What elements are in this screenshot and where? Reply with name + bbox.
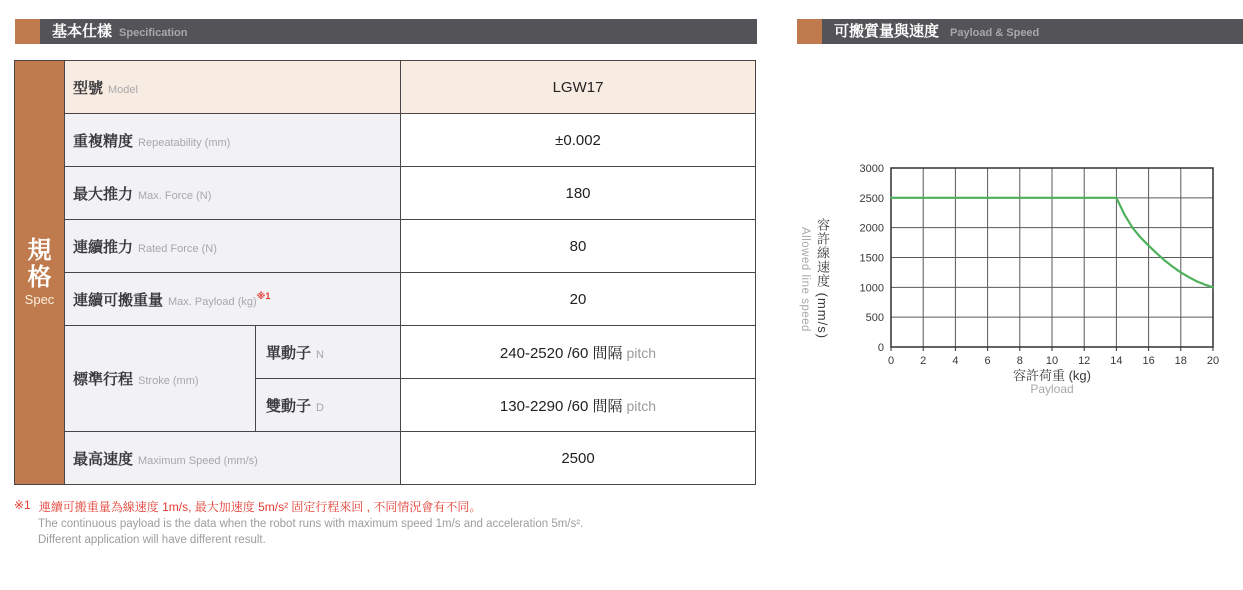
svg-text:0: 0 <box>887 355 895 367</box>
table-row-stroke-single <box>15 326 756 379</box>
specification-section-header <box>15 19 757 44</box>
y-axis-label <box>799 195 832 363</box>
label-zh: 重複精度 <box>73 132 134 150</box>
spec-side-label <box>15 61 65 485</box>
label-en: Repeatability (mm) <box>138 136 231 149</box>
footnote-line-zh <box>14 498 583 515</box>
stroke-range: 240-2520 /60 間隔 <box>499 344 623 362</box>
y-axis-label-zh: 容許線速度 (mm/s) <box>815 218 830 340</box>
svg-text:0: 0 <box>877 342 884 354</box>
stroke-suffix: pitch <box>626 397 657 414</box>
row-label-rated-force <box>65 220 401 273</box>
spec-label-en: Spec <box>24 292 55 308</box>
svg-text:18: 18 <box>1174 355 1187 367</box>
sub-label-single-mover <box>256 326 401 379</box>
footnote-text-zh: 連續可搬重量為線速度 1m/s, 最大加速度 5m/s² 固定行程來回 , 不同情況會有不同。 <box>38 500 482 514</box>
value-stroke-single <box>401 326 756 379</box>
svg-text:12: 12 <box>1078 355 1091 367</box>
svg-text:2500: 2500 <box>859 192 884 205</box>
label-zh: 連續可搬重量 <box>73 291 164 309</box>
table-row-max-payload <box>15 273 756 326</box>
value-max-speed: 2500 <box>401 432 756 485</box>
row-label-max-force <box>65 167 401 220</box>
label-en: N <box>316 348 324 361</box>
footnote <box>14 498 583 547</box>
table-row-rated-force <box>15 220 756 273</box>
label-en: Maximum Speed (mm/s) <box>138 454 258 467</box>
label-en: Model <box>108 83 138 96</box>
section-title-en: Payload & Speed <box>950 27 1040 39</box>
label-zh: 標準行程 <box>73 371 134 388</box>
label-zh: 雙動子 <box>266 397 312 415</box>
label-zh: 最高速度 <box>73 450 134 468</box>
spec-table <box>14 60 756 485</box>
label-en: Max. Payload (kg) <box>168 295 257 308</box>
svg-text:500: 500 <box>865 312 884 325</box>
svg-text:6: 6 <box>984 355 991 367</box>
label-en: Stroke (mm) <box>138 375 199 387</box>
value-stroke-double <box>401 379 756 432</box>
row-label-repeatability <box>65 114 401 167</box>
label-en: D <box>316 401 324 414</box>
svg-text:10: 10 <box>1045 355 1059 367</box>
section-title <box>40 19 187 44</box>
footnote-ref: ※1 <box>256 290 271 301</box>
value-max-payload: 20 <box>401 273 756 326</box>
label-en: Rated Force (N) <box>138 242 217 255</box>
row-label-max-payload <box>65 273 401 326</box>
orange-square-icon <box>797 19 822 44</box>
row-label-model <box>65 61 401 114</box>
y-axis-label-en: Allowed line speed <box>799 226 811 332</box>
value-rated-force: 80 <box>401 220 756 273</box>
x-axis-label-zh: 容許荷重 (kg) <box>1012 368 1091 383</box>
payload-speed-section-header <box>797 19 1243 44</box>
label-zh: 型號 <box>73 79 104 97</box>
label-zh: 單動子 <box>266 344 312 362</box>
svg-text:1000: 1000 <box>859 282 884 295</box>
section-title <box>822 19 1039 44</box>
section-title-en: Specification <box>119 27 188 39</box>
svg-text:8: 8 <box>1016 355 1023 367</box>
svg-text:4: 4 <box>952 355 959 367</box>
value-repeatability: ±0.002 <box>401 114 756 167</box>
value-max-force: 180 <box>401 167 756 220</box>
svg-text:1500: 1500 <box>859 252 884 265</box>
svg-text:2000: 2000 <box>859 222 884 235</box>
payload-speed-chart <box>795 145 1243 425</box>
footnote-marker: ※1 <box>14 498 31 512</box>
x-axis-label-en: Payload <box>1030 382 1074 396</box>
stroke-suffix: pitch <box>626 344 657 361</box>
svg-text:3000: 3000 <box>859 163 884 175</box>
sub-label-double-mover <box>256 379 401 432</box>
svg-text:2: 2 <box>920 355 927 367</box>
svg-text:14: 14 <box>1110 355 1123 367</box>
footnote-line-en-2: Different application will have different result. <box>38 534 266 546</box>
spec-label-zh: 規格 <box>27 236 52 291</box>
section-title-zh: 可搬質量與速度 <box>834 23 940 40</box>
row-label-max-speed <box>65 432 401 485</box>
svg-text:16: 16 <box>1142 355 1155 367</box>
stroke-range: 130-2290 /60 間隔 <box>499 397 623 415</box>
label-en: Max. Force (N) <box>138 189 212 202</box>
svg-text:20: 20 <box>1206 355 1220 367</box>
orange-square-icon <box>15 19 40 44</box>
value-model: LGW17 <box>401 61 756 114</box>
row-label-stroke <box>65 326 256 432</box>
label-zh: 最大推力 <box>73 185 134 203</box>
footnote-line-en-1: The continuous payload is the data when the robot runs with maximum speed 1m/s and acceleration 5m/s². <box>38 518 584 530</box>
table-row-repeatability <box>15 114 756 167</box>
table-row-max-force <box>15 167 756 220</box>
table-row-max-speed <box>15 432 756 485</box>
section-title-zh: 基本仕樣 <box>52 23 113 40</box>
label-zh: 連續推力 <box>73 238 134 256</box>
table-row-model <box>15 61 756 114</box>
